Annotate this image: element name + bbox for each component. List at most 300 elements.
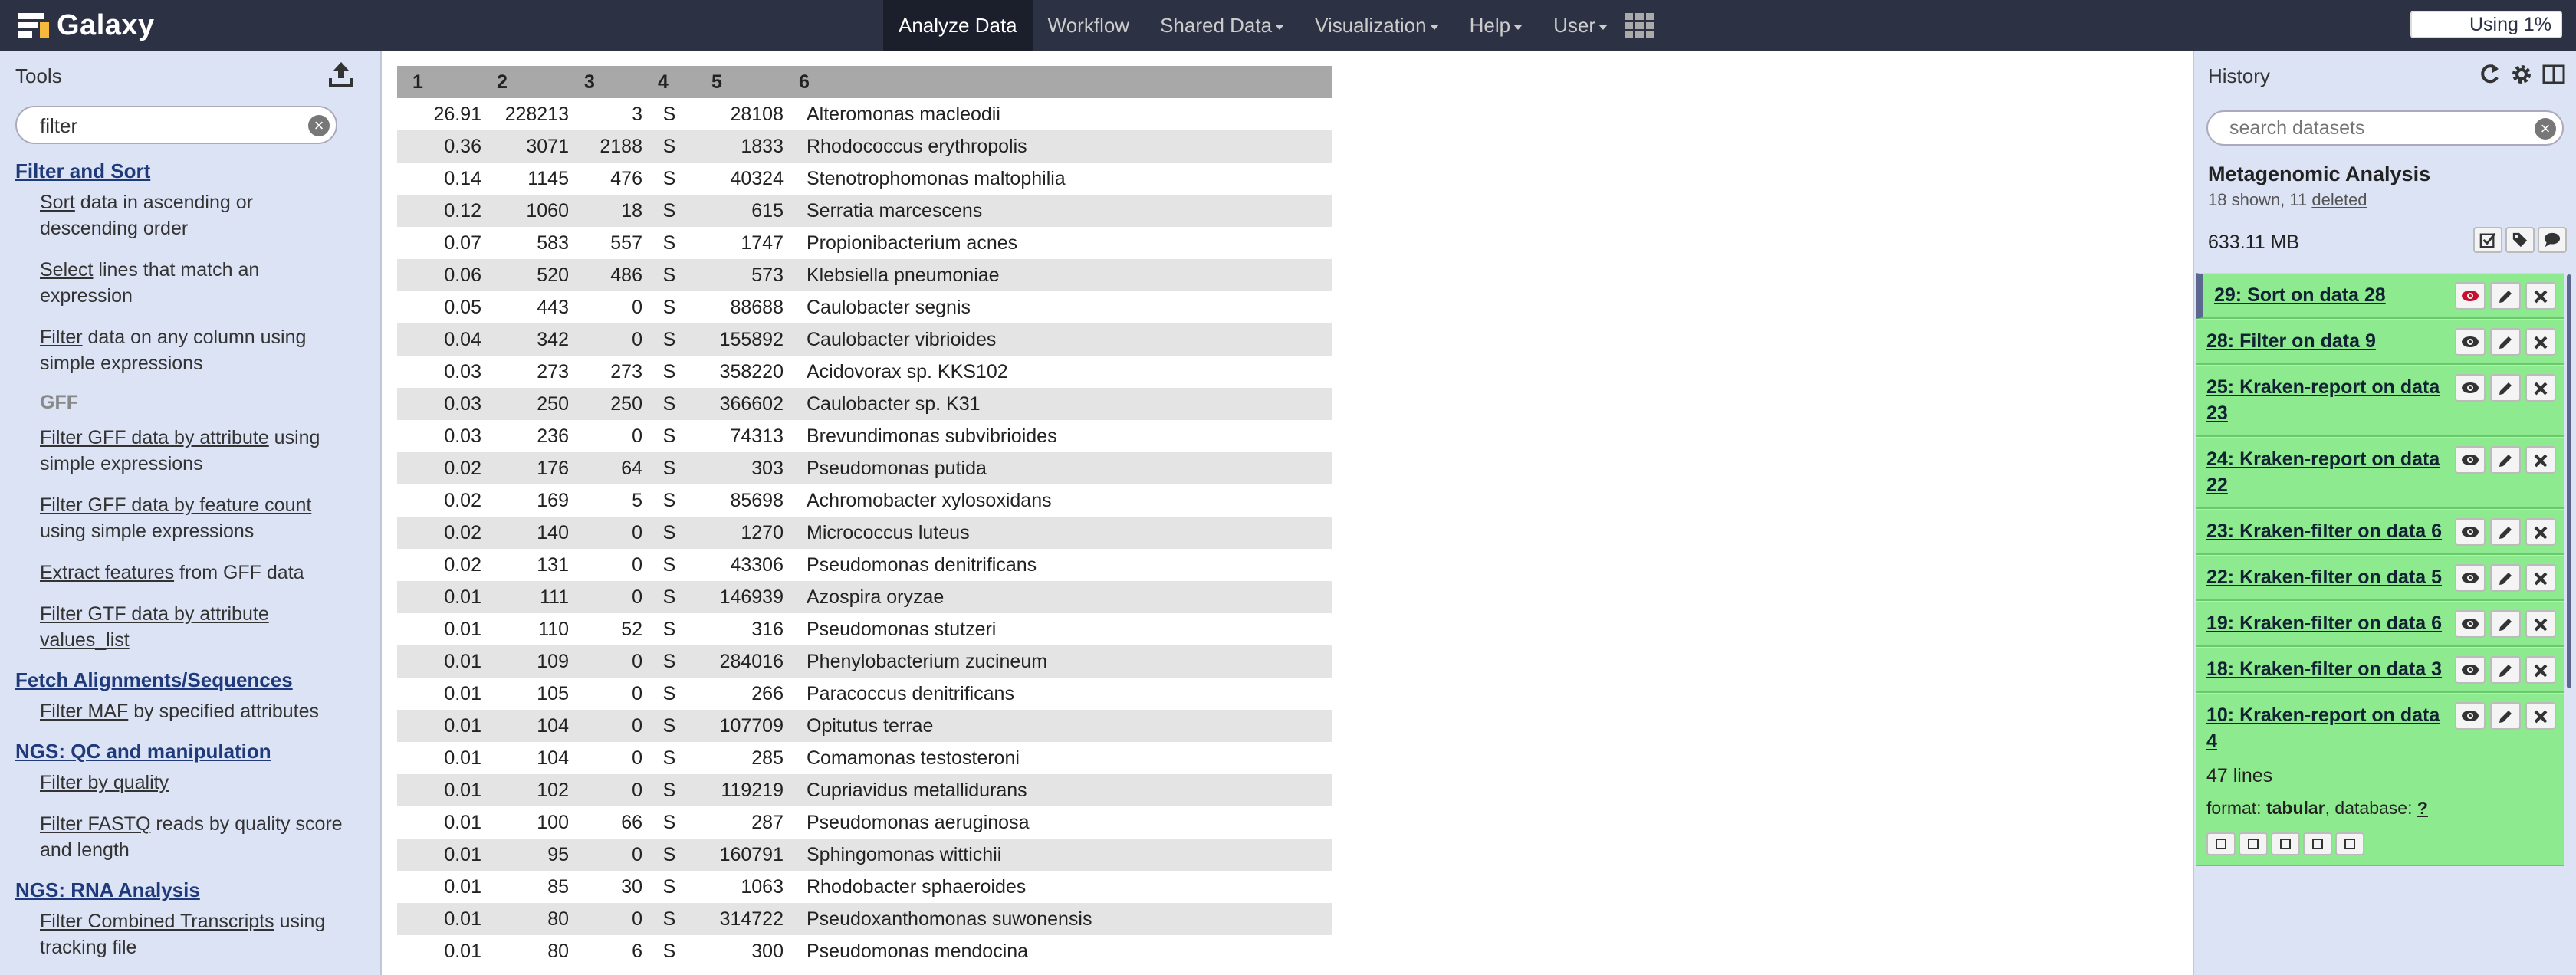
table-cell: S <box>662 296 676 318</box>
visualize-button[interactable] <box>2303 832 2332 855</box>
table-cell: 74313 <box>730 425 784 447</box>
delete-dataset-button[interactable] <box>2525 656 2556 684</box>
nav-user[interactable] <box>1538 0 1623 51</box>
table-cell: 236 <box>537 425 569 447</box>
table-cell: 18 <box>569 195 642 227</box>
tool-description: using simple expressions <box>40 520 255 542</box>
edit-dataset-button[interactable] <box>2490 518 2521 546</box>
edit-dataset-button[interactable] <box>2490 328 2521 356</box>
table-cell: 300 <box>751 940 784 962</box>
tool-link[interactable]: Filter FASTQ <box>40 813 151 835</box>
info-icon <box>2246 837 2260 851</box>
table-row <box>397 356 1332 388</box>
table-cell: 615 <box>696 195 784 227</box>
tags-button[interactable] <box>2505 227 2535 253</box>
database-link[interactable]: ? <box>2417 798 2428 818</box>
table-row <box>397 935 1332 967</box>
table-cell: 1063 <box>741 875 784 898</box>
tags-icon <box>2511 231 2529 248</box>
table-cell: 0.03 <box>444 425 481 447</box>
format-label: format: <box>2206 798 2266 818</box>
table-cell: S <box>662 425 676 447</box>
table-cell: 0.01 <box>397 774 481 806</box>
nav-label: Shared Data <box>1160 14 1273 37</box>
table-cell: 85 <box>547 875 569 898</box>
pencil-icon <box>2496 524 2515 540</box>
tool-section-title[interactable]: NGS: QC and manipulation <box>15 740 271 763</box>
tool-link[interactable]: Filter <box>40 327 83 348</box>
table-cell: 146939 <box>696 581 784 613</box>
table-row <box>397 613 1332 645</box>
table-cell: 80 <box>481 903 569 935</box>
table-cell: 0.02 <box>397 517 481 549</box>
tool-link[interactable]: Filter GTF data by attribute values_list <box>40 603 269 651</box>
refresh-icon <box>2279 837 2292 851</box>
dataset-title[interactable]: 10: Kraken-report on data 4 <box>2206 704 2440 752</box>
tool-link[interactable]: Select <box>40 259 94 281</box>
table-cell: 443 <box>537 296 569 318</box>
table-row <box>397 259 1332 291</box>
columns-icon[interactable] <box>2542 61 2565 87</box>
quota-meter[interactable]: Using 1% <box>2410 11 2562 38</box>
eye-icon <box>2461 616 2479 632</box>
gear-icon[interactable] <box>2510 61 2533 87</box>
table-cell: Pseudomonas putida <box>784 452 1332 484</box>
tool-item <box>40 770 353 796</box>
table-cell: Comamonas testosteroni <box>807 747 1020 769</box>
history-search-input[interactable] <box>2228 117 2522 140</box>
check-square-icon <box>2479 231 2496 248</box>
table-cell: S <box>662 940 676 962</box>
table-cell: 0.01 <box>397 581 481 613</box>
table-cell: 520 <box>481 259 569 291</box>
clear-search-icon[interactable]: × <box>308 115 330 136</box>
tool-description: using tracking file <box>40 911 326 958</box>
delete-dataset-button[interactable] <box>2525 374 2556 402</box>
history-toolbar <box>2478 61 2565 87</box>
delete-dataset-button[interactable] <box>2525 328 2556 356</box>
edit-dataset-button[interactable] <box>2490 446 2521 474</box>
table-cell: 0 <box>569 581 642 613</box>
tool-link[interactable]: Filter Combined Transcripts <box>40 911 274 932</box>
table-cell: 0.06 <box>397 259 481 291</box>
table-cell: 0 <box>569 839 642 871</box>
tool-item <box>40 811 353 863</box>
dataset-list <box>2196 273 2564 866</box>
tool-section-title[interactable]: NGS: RNA Analysis <box>15 878 200 901</box>
dataset-item[interactable] <box>2196 693 2564 866</box>
dataset-item[interactable] <box>2196 273 2564 319</box>
dataset-title[interactable]: 19: Kraken-filter on data 6 <box>2206 612 2443 634</box>
edit-dataset-button[interactable] <box>2490 374 2521 402</box>
table-cell: 486 <box>569 259 642 291</box>
table-cell: Pseudomonas aeruginosa <box>807 811 1030 833</box>
eye-icon <box>2461 570 2479 586</box>
table-cell: 1833 <box>696 130 784 162</box>
table-cell: 28108 <box>730 103 784 125</box>
table-cell: S <box>642 323 696 356</box>
table-cell: Paracoccus denitrificans <box>807 682 1014 704</box>
table-cell: 104 <box>537 747 569 769</box>
table-cell: S <box>662 103 676 125</box>
dataset-actions <box>2455 610 2556 638</box>
tool-panel-header <box>0 51 380 100</box>
caret-down-icon <box>1275 25 1284 30</box>
table-row <box>397 678 1332 710</box>
table-row <box>397 742 1332 774</box>
table-cell: 5 <box>632 489 642 511</box>
delete-dataset-button[interactable] <box>2525 282 2556 310</box>
tool-section-label: GFF <box>40 392 78 413</box>
table-cell: Micrococcus luteus <box>784 517 1332 549</box>
table-cell: Caulobacter sp. K31 <box>784 388 1332 420</box>
close-icon <box>2532 451 2550 468</box>
table-cell: 0 <box>569 903 642 935</box>
column-header: 2 <box>481 66 569 98</box>
column-header: 1 <box>397 66 481 98</box>
table-cell: 366602 <box>696 388 784 420</box>
view-dataset-button[interactable] <box>2455 656 2486 684</box>
select-datasets-button[interactable] <box>2473 227 2502 253</box>
table-cell: Alteromonas macleodii <box>807 103 1001 125</box>
dataset-meta <box>2206 798 2553 819</box>
nav-analyze-data[interactable] <box>883 0 1033 51</box>
table-cell: Pseudoxanthomonas suwonensis <box>784 903 1332 935</box>
table-cell: 342 <box>481 323 569 356</box>
dataset-actions <box>2455 564 2556 592</box>
table-cell: 476 <box>610 167 642 189</box>
table-cell: 0.01 <box>444 618 481 640</box>
table-cell: S <box>662 682 676 704</box>
delete-dataset-button[interactable] <box>2525 518 2556 546</box>
eye-icon <box>2461 707 2479 724</box>
pencil-icon <box>2496 661 2515 678</box>
table-cell: 0.03 <box>444 360 481 382</box>
view-dataset-button[interactable] <box>2455 374 2486 402</box>
nav-workflow[interactable] <box>1033 0 1145 51</box>
table-cell: 0.01 <box>397 839 481 871</box>
table-cell: 0.02 <box>444 553 481 576</box>
table-cell: S <box>662 231 676 254</box>
table-cell: 131 <box>537 553 569 576</box>
table-cell: 100 <box>537 811 569 833</box>
help-icon <box>2343 837 2357 851</box>
table-cell: 1145 <box>527 167 569 189</box>
dataset-title[interactable]: 29: Sort on data 28 <box>2214 284 2386 306</box>
table-cell: 169 <box>537 489 569 511</box>
upload-icon[interactable] <box>328 60 354 89</box>
table-cell: 140 <box>481 517 569 549</box>
tool-link[interactable]: Filter GFF data by feature count <box>40 494 312 516</box>
dataset-title[interactable]: 24: Kraken-report on data 22 <box>2206 448 2440 496</box>
dataset-title[interactable]: 23: Kraken-filter on data 6 <box>2206 520 2443 542</box>
dataset-line-count: 47 lines <box>2206 765 2273 786</box>
view-dataset-button[interactable] <box>2455 328 2486 356</box>
table-cell: 0.01 <box>444 875 481 898</box>
table-cell: 160791 <box>696 839 784 871</box>
view-dataset-button[interactable] <box>2455 282 2486 310</box>
column-header: 5 <box>696 66 784 98</box>
table-cell: S <box>642 130 696 162</box>
table-row <box>397 420 1332 452</box>
nav-label: Analyze Data <box>899 14 1017 37</box>
dataset-title[interactable]: 22: Kraken-filter on data 5 <box>2206 566 2443 588</box>
save-button[interactable] <box>2206 832 2236 855</box>
table-cell: S <box>642 774 696 806</box>
table-cell: S <box>642 839 696 871</box>
pencil-icon <box>2496 333 2515 350</box>
view-dataset-button[interactable] <box>2455 518 2486 546</box>
eye-icon <box>2461 451 2479 468</box>
table-cell: S <box>662 553 676 576</box>
dataset-item[interactable] <box>2196 555 2564 601</box>
clear-history-search-icon[interactable]: × <box>2535 118 2556 140</box>
table-cell: 1060 <box>481 195 569 227</box>
table-cell: 0 <box>569 517 642 549</box>
brand-name: Galaxy <box>57 8 155 41</box>
dataset-item[interactable] <box>2196 319 2564 365</box>
tool-description: by specified attributes <box>128 701 320 722</box>
table-cell: S <box>662 875 676 898</box>
history-panel-title: History <box>2208 64 2270 87</box>
info-button[interactable] <box>2239 832 2268 855</box>
tool-item <box>40 189 353 241</box>
table-row <box>397 839 1332 871</box>
table-row <box>397 291 1332 323</box>
table-cell: 583 <box>537 231 569 254</box>
table-cell: Phenylobacterium zucineum <box>784 645 1332 678</box>
close-icon <box>2532 570 2550 586</box>
edit-dataset-button[interactable] <box>2490 702 2521 730</box>
table-row <box>397 98 1332 130</box>
tool-item <box>40 425 353 477</box>
table-cell: Acidovorax sp. KKS102 <box>807 360 1008 382</box>
dataset-title[interactable]: 28: Filter on data 9 <box>2206 330 2376 352</box>
table-cell: S <box>642 517 696 549</box>
table-row <box>397 549 1332 581</box>
floppy-icon <box>2214 837 2228 851</box>
table-row <box>397 774 1332 806</box>
table-cell: 1747 <box>741 231 784 254</box>
nav-help[interactable] <box>1454 0 1538 51</box>
table-cell: 176 <box>481 452 569 484</box>
tool-search-input[interactable] <box>38 113 302 139</box>
table-cell: Rhodobacter sphaeroides <box>807 875 1027 898</box>
table-row <box>397 484 1332 517</box>
tool-link[interactable]: Sort <box>40 192 75 213</box>
table-cell: 0.04 <box>397 323 481 356</box>
dataset-item[interactable] <box>2196 365 2564 437</box>
brand-logo[interactable] <box>18 8 155 43</box>
tool-section-title[interactable]: Filter and Sort <box>15 159 151 182</box>
tool-search-box <box>15 106 337 144</box>
close-icon <box>2532 524 2550 540</box>
eye-icon <box>2461 379 2479 396</box>
help-button[interactable] <box>2335 832 2364 855</box>
table-cell: 107709 <box>696 710 784 742</box>
tool-link[interactable]: Filter MAF <box>40 701 129 722</box>
dataset-actions <box>2455 702 2556 730</box>
table-cell: 0.01 <box>444 811 481 833</box>
table-cell: 266 <box>751 682 784 704</box>
table-cell: 0 <box>632 747 642 769</box>
eye-icon <box>2461 524 2479 540</box>
table-cell: Caulobacter segnis <box>807 296 971 318</box>
history-name[interactable]: Metagenomic Analysis <box>2208 162 2431 185</box>
pencil-icon <box>2496 707 2515 724</box>
table-cell: 0.01 <box>444 682 481 704</box>
view-dataset-button[interactable] <box>2455 446 2486 474</box>
show-deleted-link[interactable]: deleted <box>2312 190 2367 209</box>
dataset-actions <box>2455 656 2556 684</box>
table-cell: 250 <box>569 388 642 420</box>
table-cell: 0.05 <box>444 296 481 318</box>
eye-icon <box>2461 661 2479 678</box>
dataset-actions <box>2455 282 2556 310</box>
table-cell: 3071 <box>481 130 569 162</box>
tool-link[interactable]: Filter by quality <box>40 772 169 793</box>
table-cell: S <box>642 195 696 227</box>
tool-description: from GFF data <box>174 562 304 583</box>
nav-label: User <box>1553 14 1595 37</box>
dataset-item[interactable] <box>2196 601 2564 647</box>
table-cell: 64 <box>569 452 642 484</box>
table-cell: 1270 <box>696 517 784 549</box>
table-cell: 316 <box>751 618 784 640</box>
apps-grid-icon[interactable] <box>1623 0 1657 51</box>
masthead <box>0 0 2576 51</box>
tool-panel-title: Tools <box>15 64 62 87</box>
table-cell: 287 <box>751 811 784 833</box>
table-cell: 109 <box>481 645 569 678</box>
view-dataset-button[interactable] <box>2455 702 2486 730</box>
table-cell: S <box>642 388 696 420</box>
comment-icon <box>2543 231 2561 248</box>
pencil-icon <box>2496 570 2515 586</box>
tool-link[interactable]: Extract features <box>40 562 175 583</box>
table-cell: S <box>642 710 696 742</box>
table-row <box>397 645 1332 678</box>
history-counts <box>2208 190 2367 210</box>
rerun-button[interactable] <box>2271 832 2300 855</box>
table-row <box>397 517 1332 549</box>
table-cell: 0.02 <box>397 452 481 484</box>
history-scrollbar[interactable] <box>2567 274 2571 688</box>
tool-section-title[interactable]: Fetch Alignments/Sequences <box>15 668 293 691</box>
column-header: 4 <box>642 66 696 98</box>
table-cell: 273 <box>537 360 569 382</box>
tool-link[interactable]: Filter GFF data by attribute <box>40 427 269 448</box>
history-size: 633.11 MB <box>2208 231 2300 253</box>
table-cell: 6 <box>632 940 642 962</box>
table-row <box>397 452 1332 484</box>
table-cell: 30 <box>621 875 642 898</box>
nav-visualization[interactable] <box>1300 0 1454 51</box>
table-cell: Opitutus terrae <box>784 710 1332 742</box>
table-cell: 284016 <box>696 645 784 678</box>
table-cell: Rhodococcus erythropolis <box>784 130 1332 162</box>
tool-item <box>40 698 353 724</box>
delete-dataset-button[interactable] <box>2525 446 2556 474</box>
view-dataset-button[interactable] <box>2455 610 2486 638</box>
tool-list <box>0 150 368 975</box>
table-row <box>397 195 1332 227</box>
table-cell: 0.03 <box>397 388 481 420</box>
dataset-actions <box>2455 374 2556 402</box>
table-cell: S <box>662 167 676 189</box>
table-row <box>397 388 1332 420</box>
nav-shared-data[interactable] <box>1145 0 1300 51</box>
delete-dataset-button[interactable] <box>2525 702 2556 730</box>
table-cell: Azospira oryzae <box>784 581 1332 613</box>
dataset-item[interactable] <box>2196 509 2564 555</box>
column-header: 6 <box>784 66 1332 98</box>
tool-description: data in ascending or descending order <box>40 192 253 239</box>
table-cell: 104 <box>481 710 569 742</box>
table-cell: 119219 <box>696 774 784 806</box>
tool-description: reads by quality score and length <box>40 813 343 861</box>
refresh-icon[interactable] <box>2478 61 2501 87</box>
close-icon <box>2532 287 2550 304</box>
table-cell: 2188 <box>569 130 642 162</box>
table-cell: 0.36 <box>397 130 481 162</box>
table-cell: Pseudomonas denitrificans <box>807 553 1037 576</box>
delete-dataset-button[interactable] <box>2525 564 2556 592</box>
edit-dataset-button[interactable] <box>2490 656 2521 684</box>
history-search-box <box>2206 110 2564 146</box>
bar-chart-icon <box>2311 837 2325 851</box>
table-row <box>397 581 1332 613</box>
table-row <box>397 323 1332 356</box>
table-cell: 0.01 <box>397 645 481 678</box>
table-cell: S <box>642 581 696 613</box>
pencil-icon <box>2496 451 2515 468</box>
table-cell: Pseudomonas stutzeri <box>807 618 997 640</box>
table-cell: Achromobacter xylosoxidans <box>807 489 1052 511</box>
table-cell: 105 <box>537 682 569 704</box>
table-cell: S <box>642 645 696 678</box>
view-dataset-button[interactable] <box>2455 564 2486 592</box>
table-cell: 43306 <box>730 553 784 576</box>
table-cell: S <box>662 811 676 833</box>
dataset-title[interactable]: 18: Kraken-filter on data 3 <box>2206 658 2443 680</box>
table-cell: 88688 <box>730 296 784 318</box>
table-cell: Pseudomonas mendocina <box>807 940 1029 962</box>
edit-dataset-button[interactable] <box>2490 610 2521 638</box>
tool-description: using simple expressions <box>40 427 320 474</box>
dataset-item[interactable] <box>2196 647 2564 693</box>
table-cell: 0.07 <box>444 231 481 254</box>
dataset-actions <box>2455 518 2556 546</box>
annotation-button[interactable] <box>2538 227 2567 253</box>
edit-dataset-button[interactable] <box>2490 282 2521 310</box>
table-cell: 314722 <box>696 903 784 935</box>
dataset-item[interactable] <box>2196 437 2564 509</box>
table-cell: 303 <box>696 452 784 484</box>
dataset-details <box>2206 765 2553 855</box>
edit-dataset-button[interactable] <box>2490 564 2521 592</box>
table-cell: 0 <box>632 682 642 704</box>
delete-dataset-button[interactable] <box>2525 610 2556 638</box>
table-cell: 573 <box>696 259 784 291</box>
table-row <box>397 710 1332 742</box>
table-cell: 0.01 <box>444 747 481 769</box>
shown-count: 18 shown, 11 <box>2208 190 2312 209</box>
eye-icon <box>2461 333 2479 350</box>
dataset-title[interactable]: 25: Kraken-report on data 23 <box>2206 376 2440 424</box>
table-cell: 0 <box>632 296 642 318</box>
close-icon <box>2532 616 2550 632</box>
